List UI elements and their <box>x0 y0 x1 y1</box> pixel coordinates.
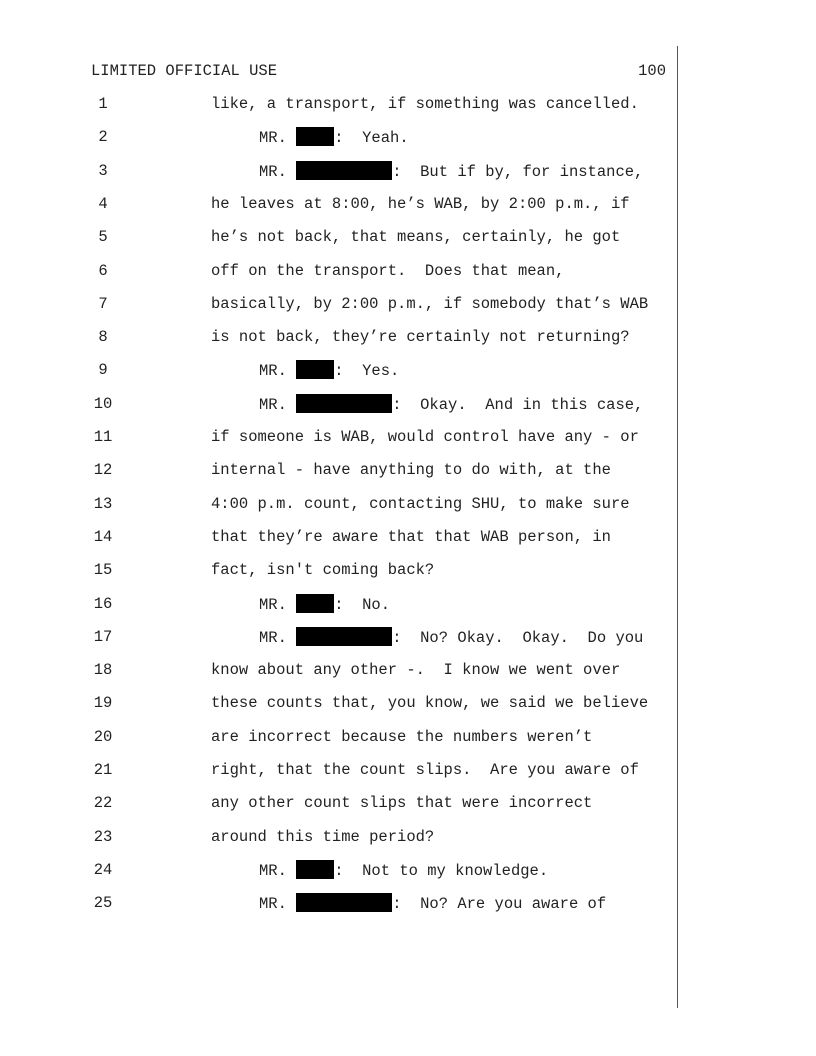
transcript-line <box>0 660 670 680</box>
redaction-box <box>296 127 334 146</box>
line-text <box>211 827 434 847</box>
line-text <box>211 294 648 314</box>
line-number: 17 <box>93 627 113 646</box>
line-text <box>211 760 639 780</box>
speaker-title: MR. <box>259 395 287 414</box>
spoken-text: any other count slips that were incorrect <box>211 794 593 813</box>
line-text <box>259 893 606 914</box>
line-number: 19 <box>93 694 113 713</box>
line-number: 18 <box>93 661 113 680</box>
line-text <box>211 494 630 514</box>
transcript-line <box>0 793 670 813</box>
transcript-line <box>0 394 670 414</box>
line-number: 6 <box>98 261 108 280</box>
transcript-line <box>0 127 670 147</box>
line-number: 15 <box>93 561 113 580</box>
speaker-title: MR. <box>259 362 287 381</box>
line-number: 14 <box>93 527 113 546</box>
transcript-line <box>0 827 670 847</box>
transcript-line <box>0 194 670 214</box>
line-text <box>211 194 630 214</box>
line-number: 8 <box>98 328 108 347</box>
transcript-line <box>0 94 670 114</box>
spoken-text: : No? Okay. Okay. Do you <box>392 628 644 647</box>
line-text <box>211 460 611 480</box>
spoken-text: are incorrect because the numbers weren’t <box>211 727 593 746</box>
transcript-line <box>0 627 670 647</box>
spoken-text: these counts that, you know, we said we believe <box>211 694 649 713</box>
line-number: 23 <box>93 827 113 846</box>
line-text <box>211 727 592 747</box>
line-text <box>259 161 643 182</box>
line-number: 5 <box>98 228 108 247</box>
spoken-text: : No? Are you aware of <box>392 895 607 914</box>
transcript-line <box>0 860 670 880</box>
line-text <box>211 427 639 447</box>
transcript-line <box>0 693 670 713</box>
redaction-box <box>296 893 392 912</box>
line-text <box>211 693 648 713</box>
spoken-text: fact, isn't coming back? <box>211 561 435 580</box>
spoken-text: : Yeah. <box>334 129 409 148</box>
spoken-text: 4:00 p.m. count, contacting SHU, to make sure <box>211 494 630 513</box>
transcript-line <box>0 760 670 780</box>
transcript-line <box>0 494 670 514</box>
line-number: 21 <box>93 761 113 779</box>
line-number: 3 <box>98 161 108 180</box>
line-text <box>211 227 620 247</box>
speaker-title: MR. <box>259 129 287 148</box>
transcript-line <box>0 560 670 580</box>
line-text <box>259 627 643 648</box>
transcript-line <box>0 893 670 913</box>
line-number: 13 <box>93 494 113 513</box>
line-number: 22 <box>93 794 113 813</box>
line-text <box>211 560 434 580</box>
speaker-title: MR. <box>259 595 287 614</box>
line-number: 25 <box>93 894 113 913</box>
line-number: 9 <box>98 361 108 380</box>
margin-rule <box>677 46 678 1008</box>
transcript-line <box>0 161 670 181</box>
line-text <box>211 793 592 813</box>
line-number: 12 <box>93 461 113 480</box>
transcript-line <box>0 460 670 480</box>
redaction-box <box>296 360 334 379</box>
transcript-line <box>0 227 670 247</box>
speaker-title: MR. <box>259 861 287 880</box>
transcript-line <box>0 527 670 547</box>
line-number: 11 <box>93 428 113 446</box>
line-text <box>259 360 399 381</box>
transcript-line <box>0 427 670 447</box>
line-number: 2 <box>98 128 108 147</box>
spoken-text: he leaves at 8:00, he’s WAB, by 2:00 p.m., if <box>211 194 630 213</box>
speaker-title: MR. <box>259 895 287 914</box>
spoken-text: around this time period? <box>211 827 435 846</box>
classification-header: LIMITED OFFICIAL USE <box>91 62 278 80</box>
line-text <box>211 660 620 680</box>
spoken-text: that they’re aware that that WAB person, in <box>211 527 611 546</box>
redaction-box <box>296 860 334 879</box>
line-text <box>259 860 548 881</box>
line-number: 10 <box>93 394 113 413</box>
line-text <box>259 594 390 615</box>
transcript-line <box>0 727 670 747</box>
line-text <box>259 394 643 415</box>
line-text <box>211 94 639 114</box>
spoken-text: off on the transport. Does that mean, <box>211 261 565 280</box>
speaker-title: MR. <box>259 628 287 647</box>
line-text <box>211 327 630 347</box>
spoken-text: know about any other -. I know we went over <box>211 661 621 680</box>
spoken-text: right, that the count slips. Are you aware of <box>211 761 639 779</box>
transcript-line <box>0 294 670 314</box>
spoken-text: basically, by 2:00 p.m., if somebody that’s WAB <box>211 294 649 313</box>
line-text <box>259 127 409 148</box>
spoken-text: : Yes. <box>334 362 400 381</box>
transcript-line <box>0 327 670 347</box>
line-number: 20 <box>93 727 113 746</box>
line-number: 1 <box>98 95 108 113</box>
redaction-box <box>296 161 392 180</box>
spoken-text: : Not to my knowledge. <box>334 861 549 880</box>
spoken-text: : But if by, for instance, <box>392 162 644 181</box>
transcript-line <box>0 360 670 380</box>
spoken-text: like, a transport, if something was cancelled. <box>211 95 639 113</box>
redaction-box <box>296 627 392 646</box>
line-number: 16 <box>93 594 113 613</box>
line-number: 24 <box>93 860 113 879</box>
page-number: 100 <box>638 62 666 80</box>
line-text <box>211 527 611 547</box>
spoken-text: : Okay. And in this case, <box>392 395 644 414</box>
transcript-line <box>0 261 670 281</box>
line-number: 7 <box>98 294 108 313</box>
spoken-text: if someone is WAB, would control have any - or <box>211 428 639 446</box>
redaction-box <box>296 394 392 413</box>
speaker-title: MR. <box>259 162 287 181</box>
spoken-text: : No. <box>334 595 391 614</box>
line-text <box>211 261 564 281</box>
spoken-text: internal - have anything to do with, at the <box>211 461 611 480</box>
spoken-text: is not back, they’re certainly not returning? <box>211 328 630 347</box>
line-number: 4 <box>98 194 108 213</box>
transcript-line <box>0 594 670 614</box>
spoken-text: he’s not back, that means, certainly, he got <box>211 228 621 247</box>
redaction-box <box>296 594 334 613</box>
